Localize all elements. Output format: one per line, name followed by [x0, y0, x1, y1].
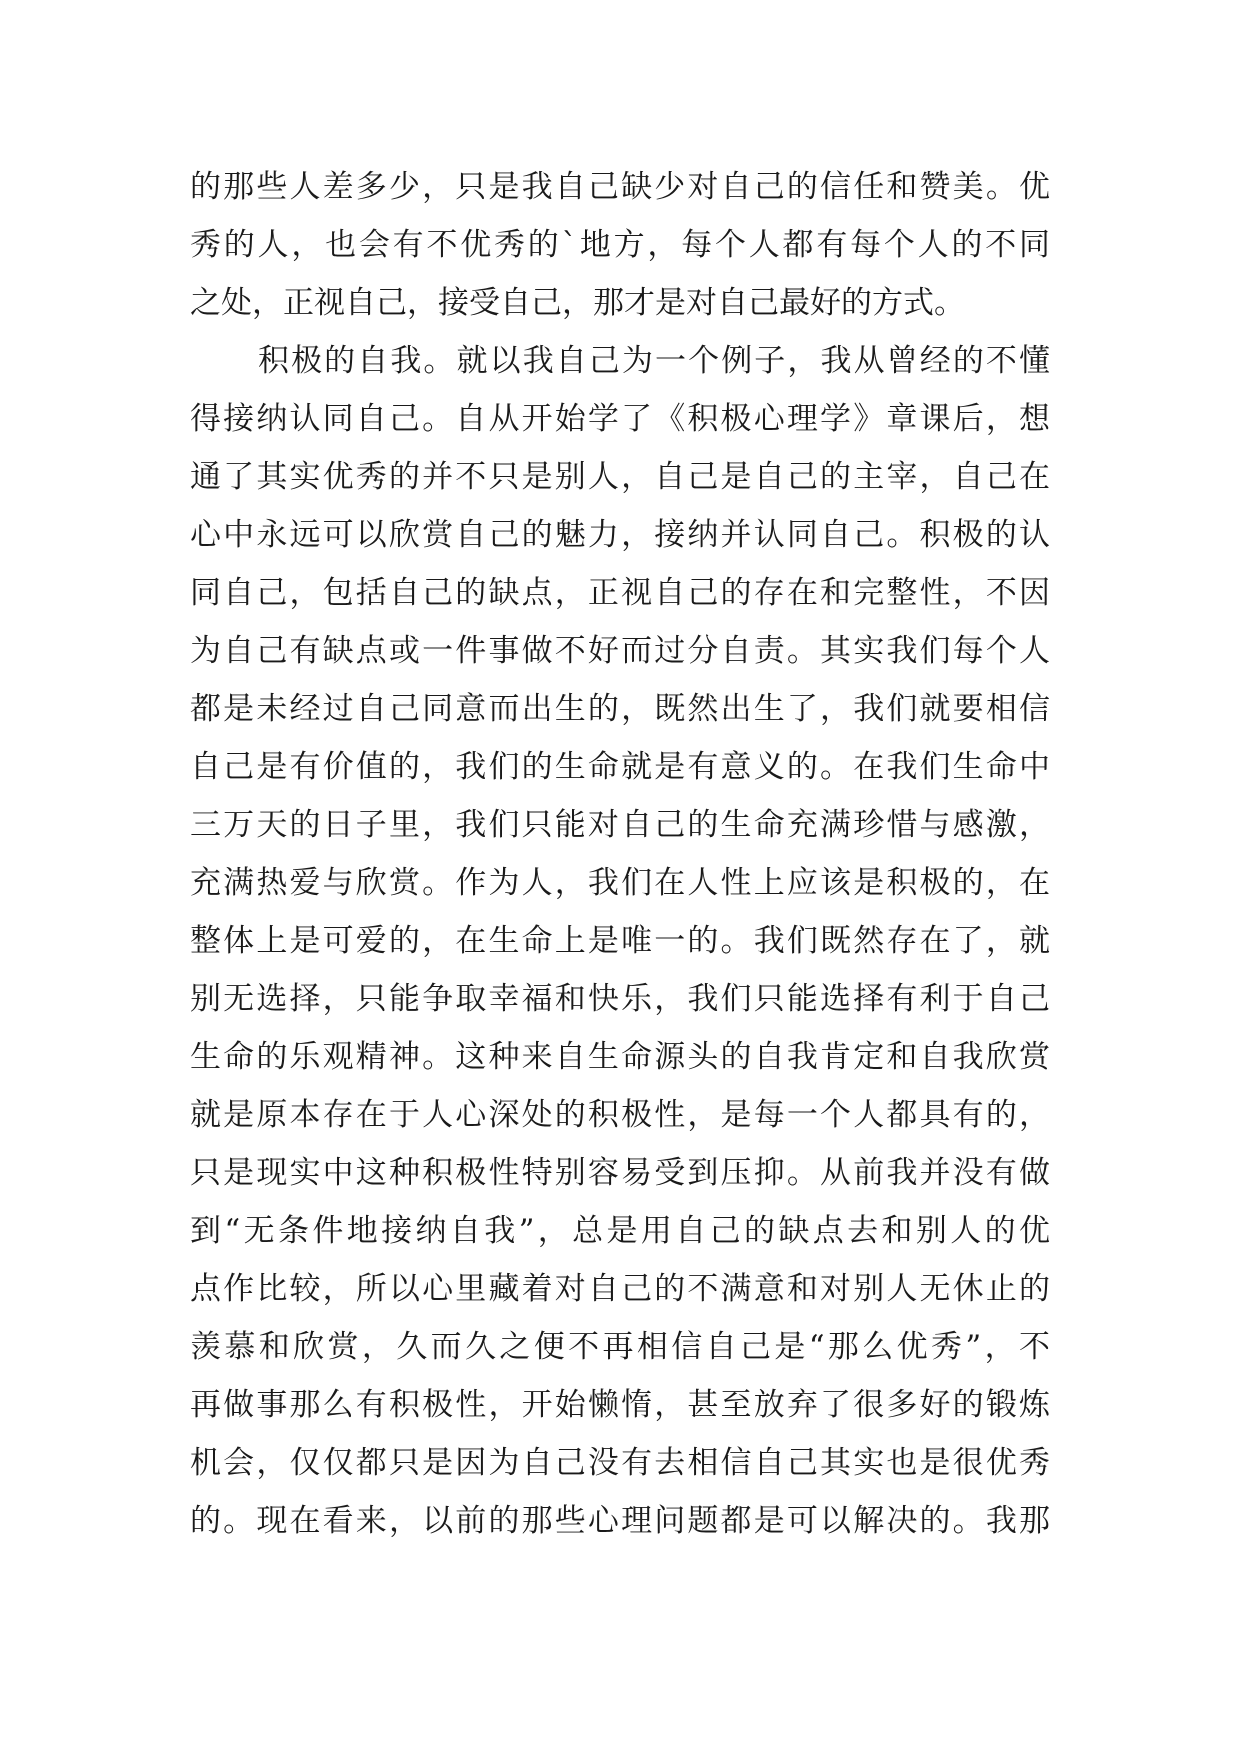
text-line: 心中永远可以欣赏自己的魅力，接纳并认同自己。积极的认: [190, 517, 1050, 553]
text-line: 同自己，包括自己的缺点，正视自己的存在和完整性，不因: [190, 575, 1050, 611]
body-text: [190, 158, 1050, 1550]
text-line: 再做事那么有积极性，开始懒惰，甚至放弃了很多好的锻炼: [190, 1387, 1050, 1423]
text-line: 机会，仅仅都只是因为自己没有去相信自己其实也是很优秀: [190, 1445, 1050, 1481]
text-line: 得接纳认同自己。自从开始学了《积极心理学》章课后，想: [190, 401, 1050, 437]
text-line: 就是原本存在于人心深处的积极性，是每一个人都具有的，: [190, 1097, 1050, 1133]
text-line: 别无选择，只能争取幸福和快乐，我们只能选择有利于自己: [190, 981, 1050, 1017]
text-line: 之处，正视自己，接受自己，那才是对自己最好的方式。: [190, 285, 965, 321]
text-line: 的。现在看来，以前的那些心理问题都是可以解决的。我那: [190, 1503, 1050, 1539]
text-line: 点作比较，所以心里藏着对自己的不满意和对别人无休止的: [190, 1271, 1050, 1307]
text-line: 的那些人差多少，只是我自己缺少对自己的信任和赞美。优: [190, 169, 1050, 205]
text-line: 自己是有价值的，我们的生命就是有意义的。在我们生命中: [190, 749, 1050, 785]
text-line: 整体上是可爱的，在生命上是唯一的。我们既然存在了，就: [190, 923, 1050, 959]
text-line: 秀的人，也会有不优秀的`地方，每个人都有每个人的不同: [190, 227, 1050, 263]
text-line: 充满热爱与欣赏。作为人，我们在人性上应该是积极的，在: [190, 865, 1050, 901]
text-line: 生命的乐观精神。这种来自生命源头的自我肯定和自我欣赏: [190, 1039, 1050, 1075]
text-line: 三万天的日子里，我们只能对自己的生命充满珍惜与感激，: [190, 807, 1050, 843]
text-line: 羡慕和欣赏，久而久之便不再相信自己是“那么优秀”，不: [190, 1329, 1050, 1365]
text-line: 通了其实优秀的并不只是别人，自己是自己的主宰，自己在: [190, 459, 1050, 495]
text-line: 到“无条件地接纳自我”，总是用自己的缺点去和别人的优: [190, 1213, 1050, 1249]
paragraph-first-line: 积极的自我。就以我自己为一个例子，我从曾经的不懂: [258, 343, 1050, 379]
text-line: 只是现实中这种积极性特别容易受到压抑。从前我并没有做: [190, 1155, 1050, 1191]
text-line: 为自己有缺点或一件事做不好而过分自责。其实我们每个人: [190, 633, 1050, 669]
text-line: 都是未经过自己同意而出生的，既然出生了，我们就要相信: [190, 691, 1050, 727]
